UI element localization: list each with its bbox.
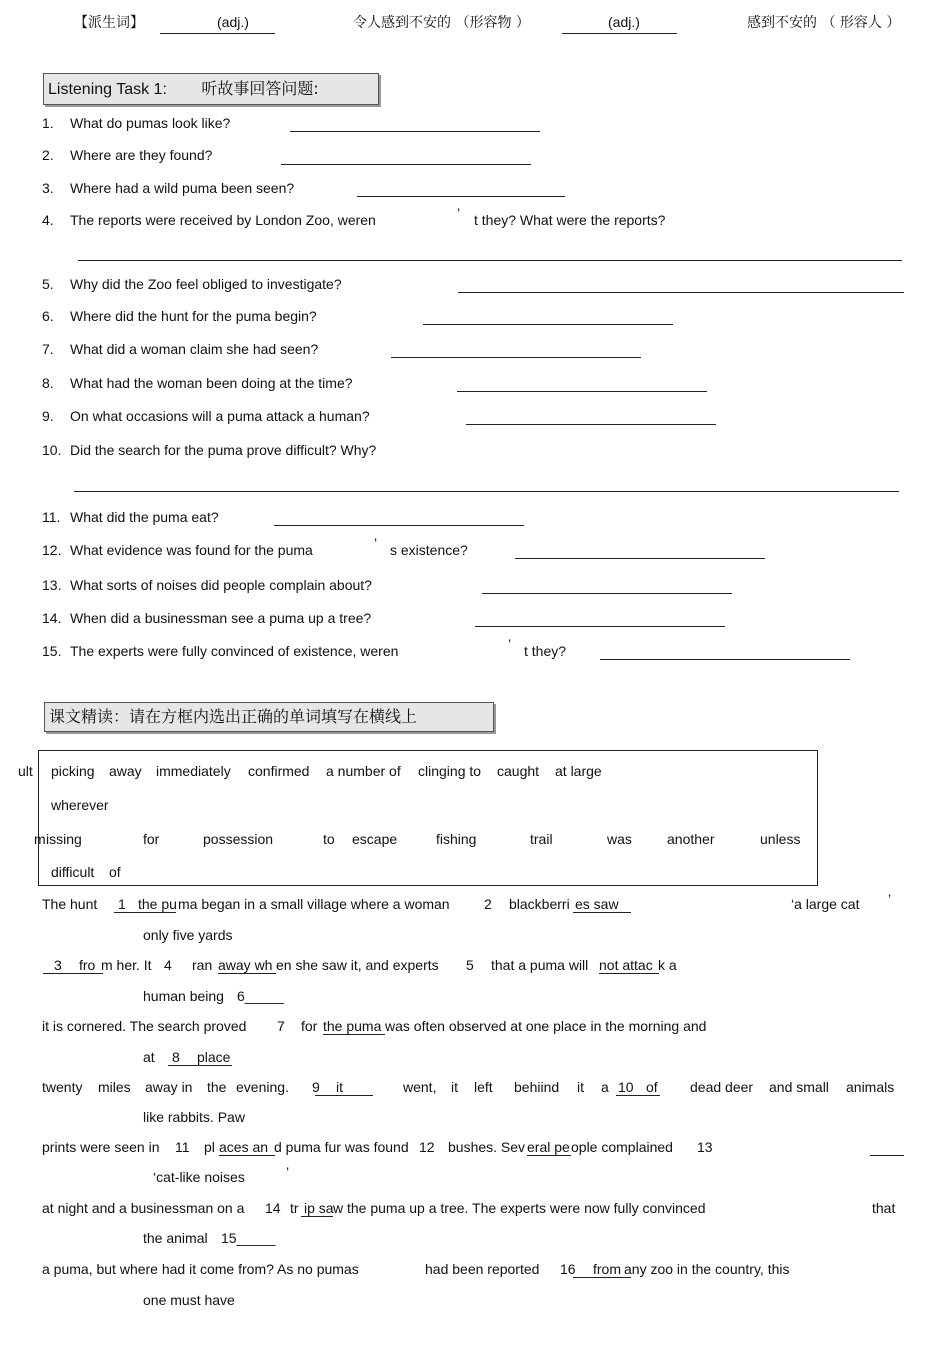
blank-5-line[interactable] bbox=[599, 973, 659, 974]
word-option[interactable]: of bbox=[109, 864, 121, 880]
passage-text: tr bbox=[290, 1200, 299, 1216]
passage-text: en she saw it, and experts bbox=[276, 957, 439, 973]
blank-1-number: 1 bbox=[118, 896, 126, 912]
blank-5-number: 5 bbox=[466, 957, 474, 973]
q11-number: 11. bbox=[42, 509, 61, 525]
task1-title-en: Listening Task 1: bbox=[48, 81, 167, 98]
q12-answer-line[interactable] bbox=[515, 558, 765, 559]
word-option[interactable]: immediately bbox=[156, 763, 231, 779]
wordbox-edge-word: ult bbox=[18, 763, 33, 779]
passage-text: w the puma up a tree. The experts were now fully convinced bbox=[333, 1200, 706, 1216]
q5-number: 5. bbox=[42, 276, 54, 292]
passage-text: a bbox=[601, 1079, 609, 1095]
passage-text: the puma bbox=[323, 1018, 382, 1034]
passage-text: like rabbits. Paw bbox=[143, 1109, 245, 1125]
reading-title: 课文精读：请在方框内选出正确的单词填写在横线上 bbox=[44, 702, 494, 732]
word-option[interactable]: escape bbox=[352, 831, 398, 847]
passage-text: animals bbox=[846, 1079, 895, 1095]
q14-text: When did a businessman see a puma up a tree? bbox=[70, 610, 372, 626]
q3-text: Where had a wild puma been seen? bbox=[70, 180, 295, 196]
q4-apostrophe: ’ bbox=[457, 205, 461, 221]
q13-answer-line[interactable] bbox=[482, 593, 732, 594]
passage-text: the bbox=[207, 1079, 227, 1095]
passage-text: dead deer bbox=[690, 1079, 754, 1095]
blank-14-line[interactable] bbox=[301, 1216, 333, 1217]
q1-answer-line[interactable] bbox=[290, 131, 540, 132]
word-option[interactable]: unless bbox=[760, 831, 801, 847]
blank-3-line[interactable] bbox=[43, 973, 103, 974]
passage-text: place bbox=[197, 1049, 231, 1065]
passage-text: it bbox=[336, 1079, 343, 1095]
q3-number: 3. bbox=[42, 180, 54, 196]
passage-text: away wh bbox=[218, 957, 273, 973]
passage-text: ‘cat-like noises bbox=[153, 1169, 245, 1185]
q1-text: What do pumas look like? bbox=[70, 115, 231, 131]
blank-6[interactable]: 6_____ bbox=[237, 988, 284, 1004]
q9-answer-line[interactable] bbox=[466, 424, 716, 425]
blank-10-line[interactable] bbox=[616, 1095, 660, 1096]
passage-text: not attac bbox=[599, 957, 653, 973]
q6-answer-line[interactable] bbox=[423, 324, 673, 325]
passage-text: had been reported bbox=[425, 1261, 540, 1277]
q12-text: What evidence was found for the puma bbox=[70, 542, 313, 558]
q13-text: What sorts of noises did people complain about? bbox=[70, 577, 372, 593]
blank-4-number: 4 bbox=[164, 957, 172, 973]
q12-tail: s existence? bbox=[390, 542, 468, 558]
passage-text: fro bbox=[79, 957, 96, 973]
passage-text: that a puma will bbox=[491, 957, 589, 973]
blank-2-number: 2 bbox=[484, 896, 492, 912]
blank-1-line[interactable] bbox=[114, 912, 176, 913]
q2-answer-line[interactable] bbox=[281, 164, 531, 165]
blank-16-line[interactable] bbox=[573, 1277, 631, 1278]
q4-text: The reports were received by London Zoo, weren bbox=[70, 212, 376, 228]
blank-12-number: 12 bbox=[419, 1139, 435, 1155]
blank-11-number: 11 bbox=[175, 1139, 190, 1155]
task1-title bbox=[43, 73, 379, 105]
passage-text: of bbox=[646, 1079, 658, 1095]
blank-10-number: 10 bbox=[618, 1079, 634, 1095]
q15-text: The experts were fully convinced of existence, weren bbox=[70, 643, 399, 659]
q8-answer-line[interactable] bbox=[457, 391, 707, 392]
word-option[interactable]: fishing bbox=[436, 831, 477, 847]
blank-4-line[interactable] bbox=[218, 973, 276, 974]
passage-text: ople complained bbox=[571, 1139, 673, 1155]
blank-15[interactable]: 15_____ bbox=[221, 1230, 276, 1246]
adj2-tag: (adj.) bbox=[608, 14, 640, 30]
word-option[interactable]: was bbox=[607, 831, 632, 847]
q4-answer-line[interactable] bbox=[78, 260, 902, 261]
blank-7-number: 7 bbox=[277, 1018, 285, 1034]
passage-text: at bbox=[143, 1049, 155, 1065]
passage-text: for bbox=[301, 1018, 318, 1034]
word-option[interactable]: issing bbox=[46, 831, 82, 847]
q15-tail: t they? bbox=[524, 643, 567, 659]
meaning1: 令人感到不安的 （形容物 ） bbox=[353, 15, 530, 31]
passage-text: ip sa bbox=[304, 1200, 334, 1216]
adj1-tag: (adj.) bbox=[217, 14, 249, 30]
q11-answer-line[interactable] bbox=[274, 525, 524, 526]
passage-text: a puma, but where had it come from? As no pumas bbox=[42, 1261, 359, 1277]
meaning2: 感到不安的 （ 形容人 ） bbox=[747, 15, 901, 31]
passage-text: behiind bbox=[514, 1079, 560, 1095]
passage-text: ran bbox=[192, 957, 213, 973]
word-option[interactable]: another bbox=[667, 831, 715, 847]
word-option[interactable]: wherever bbox=[51, 797, 109, 813]
q7-number: 7. bbox=[42, 341, 54, 357]
word-option[interactable]: at large bbox=[555, 763, 602, 779]
task1-title-zh: 听故事回答问题: bbox=[201, 79, 319, 98]
passage-text: prints were seen in bbox=[42, 1139, 160, 1155]
q2-text: Where are they found? bbox=[70, 147, 213, 163]
passage-quote: ’ bbox=[888, 891, 892, 907]
word-option[interactable]: clinging to bbox=[418, 763, 482, 779]
q15-answer-line[interactable] bbox=[600, 659, 850, 660]
blank-8-line[interactable] bbox=[168, 1065, 232, 1066]
passage-text: The hunt bbox=[42, 896, 98, 912]
q12-apostrophe: ’ bbox=[374, 535, 378, 551]
word-option[interactable]: picking bbox=[51, 763, 95, 779]
passage-text: aces an bbox=[219, 1139, 269, 1155]
passage-text: evening. bbox=[236, 1079, 289, 1095]
passage-text: it bbox=[577, 1079, 584, 1095]
word-option[interactable]: difficult bbox=[51, 864, 95, 880]
word-option[interactable]: possession bbox=[203, 831, 274, 847]
derived-words-label: 【派生词】 bbox=[74, 15, 144, 31]
passage-text: it bbox=[451, 1079, 458, 1095]
q9-number: 9. bbox=[42, 408, 54, 424]
blank-13-line[interactable] bbox=[870, 1155, 904, 1156]
passage-text: eral pe bbox=[527, 1139, 570, 1155]
blank-3-number: 3 bbox=[54, 957, 62, 973]
word-option[interactable]: caught bbox=[497, 763, 540, 779]
passage-text: at night and a businessman on a bbox=[42, 1200, 245, 1216]
passage-text: the animal bbox=[143, 1230, 208, 1246]
passage-text: d puma fur was found bbox=[274, 1139, 409, 1155]
q10-number: 10. bbox=[42, 442, 62, 458]
blank-adj2[interactable] bbox=[562, 33, 677, 34]
blank-11-line[interactable] bbox=[219, 1155, 275, 1156]
blank-9-number: 9 bbox=[312, 1079, 320, 1095]
q6-number: 6. bbox=[42, 308, 54, 324]
passage-text: only five yards bbox=[143, 927, 233, 943]
word-option[interactable]: a number of bbox=[326, 763, 401, 779]
q1-number: 1. bbox=[42, 115, 54, 131]
q5-answer-line[interactable] bbox=[458, 292, 904, 293]
q14-answer-line[interactable] bbox=[475, 626, 725, 627]
passage-quote: ’ bbox=[286, 1164, 290, 1180]
q5-text: Why did the Zoo feel obliged to investigate? bbox=[70, 276, 342, 292]
q6-text: Where did the hunt for the puma begin? bbox=[70, 308, 317, 324]
passage-text: pl bbox=[204, 1139, 215, 1155]
word-option[interactable]: trail bbox=[530, 831, 553, 847]
q14-number: 14. bbox=[42, 610, 62, 626]
passage-text: that bbox=[872, 1200, 896, 1216]
q2-number: 2. bbox=[42, 147, 54, 163]
q11-text: What did the puma eat? bbox=[70, 509, 219, 525]
q8-text: What had the woman been doing at the time? bbox=[70, 375, 353, 391]
passage-text: from bbox=[593, 1261, 621, 1277]
blank-8-number: 8 bbox=[172, 1049, 180, 1065]
passage-text: away in bbox=[145, 1079, 193, 1095]
q7-text: What did a woman claim she had seen? bbox=[70, 341, 319, 357]
passage-text: it is cornered. The search proved bbox=[42, 1018, 247, 1034]
passage-text: blackberri bbox=[509, 896, 570, 912]
q13-number: 13. bbox=[42, 577, 62, 593]
passage-text: the pu bbox=[138, 896, 177, 912]
passage-text: and small bbox=[769, 1079, 829, 1095]
blank-9-line[interactable] bbox=[315, 1095, 373, 1096]
blank-16-number: 16 bbox=[560, 1261, 576, 1277]
q4-tail: t they? What were the reports? bbox=[474, 212, 666, 228]
passage-text: m her. It bbox=[101, 957, 152, 973]
q4-number: 4. bbox=[42, 212, 54, 228]
q3-answer-line[interactable] bbox=[357, 196, 565, 197]
blank-2-line[interactable] bbox=[573, 912, 631, 913]
q15-number: 15. bbox=[42, 643, 62, 659]
q12-number: 12. bbox=[42, 542, 62, 558]
word-option[interactable]: confirmed bbox=[248, 763, 310, 779]
blank-7-line[interactable] bbox=[323, 1034, 385, 1035]
q10-text: Did the search for the puma prove difficult? Why? bbox=[70, 442, 377, 458]
passage-text: k a bbox=[658, 957, 677, 973]
passage-text: twenty bbox=[42, 1079, 83, 1095]
q7-answer-line[interactable] bbox=[391, 357, 641, 358]
passage-text: bushes. Sev bbox=[448, 1139, 526, 1155]
passage-text: human being bbox=[143, 988, 224, 1004]
passage-text: ‘a large cat bbox=[791, 896, 860, 912]
blank-14-number: 14 bbox=[265, 1200, 281, 1216]
blank-13-number: 13 bbox=[697, 1139, 713, 1155]
passage-text: was often observed at one place in the morning and bbox=[385, 1018, 707, 1034]
q15-apostrophe: ’ bbox=[508, 636, 512, 652]
passage-text: es saw bbox=[575, 896, 619, 912]
passage-text: any zoo in the country, this bbox=[624, 1261, 790, 1277]
word-option[interactable]: for bbox=[143, 831, 160, 847]
word-option[interactable]: to bbox=[323, 831, 335, 847]
passage-text: one must have bbox=[143, 1292, 235, 1308]
blank-adj1[interactable] bbox=[160, 33, 275, 34]
passage-text: went, bbox=[403, 1079, 437, 1095]
passage-text: left bbox=[474, 1079, 493, 1095]
passage-text: ma began in a small village where a woman bbox=[178, 896, 450, 912]
q8-number: 8. bbox=[42, 375, 54, 391]
passage-text: miles bbox=[98, 1079, 131, 1095]
word-option[interactable]: away bbox=[109, 763, 142, 779]
q9-text: On what occasions will a puma attack a human? bbox=[70, 408, 370, 424]
q10-answer-line[interactable] bbox=[74, 491, 899, 492]
word-option-lead: m bbox=[34, 831, 46, 847]
blank-12-line[interactable] bbox=[527, 1155, 571, 1156]
